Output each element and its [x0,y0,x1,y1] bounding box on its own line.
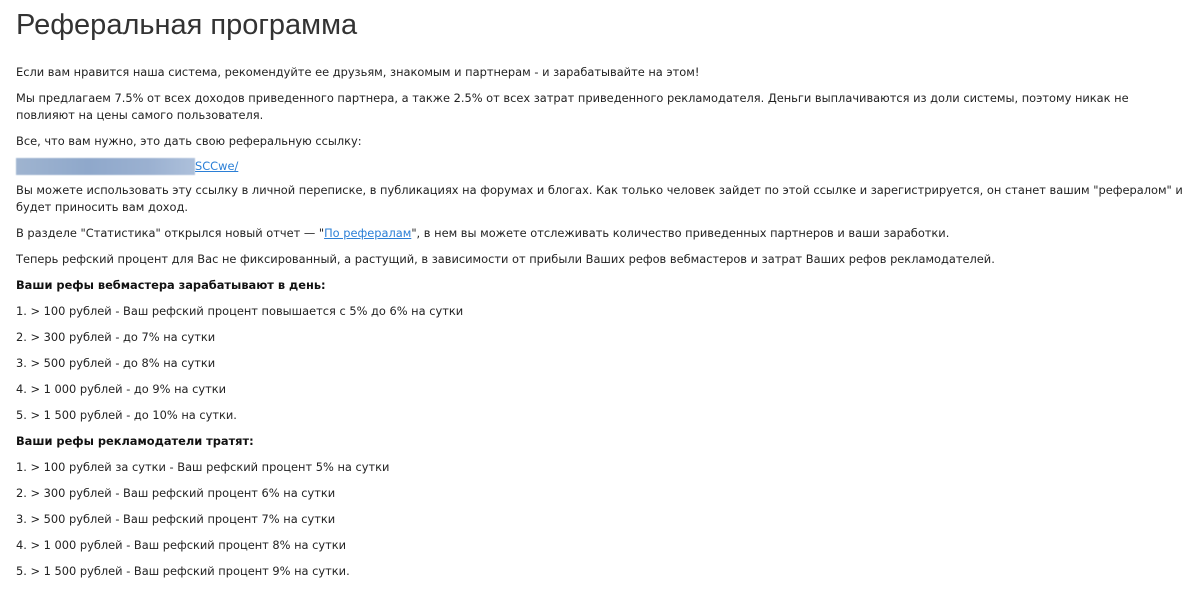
page-title: Реферальная программа [16,9,358,41]
usage-paragraph: Вы можете использовать эту ссылку в личной переписке, в публикациях на форумах и блогах. Как только человек зайдет по этой ссылке и зарегистрируется, он станет вашим "рефералом" и будет приносить вам доход. [16,183,1183,214]
list-item: 2. > 300 рублей - до 7% на сутки [16,330,216,344]
referral-link[interactable]: SCCwe/ [195,158,239,173]
list-item: 2. > 300 рублей - Ваш рефский процент 6% на сутки [16,486,336,500]
list-item: 5. > 1 500 рублей - Ваш рефский процент 9% на сутки. [16,564,350,578]
offer-paragraph: Мы предлагаем 7.5% от всех доходов приведенного партнера, а также 2.5% от всех затрат приведенного рекламодателя. Деньги выплачиваются из доли системы, поэтому никак не повлияют на цены самого пользователя. [16,91,1129,122]
link-prompt: Все, что вам нужно, это дать свою реферальную ссылку: [16,134,362,148]
list-item: 3. > 500 рублей - до 8% на сутки [16,356,216,370]
list-item: 1. > 100 рублей за сутки - Ваш рефский процент 5% на сутки [16,460,390,474]
growth-paragraph: Теперь рефский процент для Вас не фиксированный, а растущий, в зависимости от прибыли Ваших рефов вебмастеров и затрат Ваших рефов рекламодателей. [16,252,995,266]
intro-paragraph: Если вам нравится наша система, рекомендуйте ее друзьям, знакомым и партнерам - и зарабатывайте на этом! [16,65,700,79]
stats-text-after: ", в нем вы можете отслеживать количество приведенных партнеров и ваши заработки. [411,226,950,240]
webmasters-heading: Ваши рефы вебмастера зарабатывают в день: [16,278,326,292]
referral-link-row [16,157,1188,175]
referral-link-redacted [16,158,195,175]
webmasters-list [16,303,1188,424]
list-item: 1. > 100 рублей - Ваш рефский процент повышается с 5% до 6% на сутки [16,304,464,318]
referrals-report-link[interactable]: По рефералам [324,226,412,240]
advertisers-heading: Ваши рефы рекламодатели тратят: [16,434,254,448]
stats-text-before: В разделе "Статистика" открылся новый отчет — " [16,226,325,240]
list-item: 3. > 500 рублей - Ваш рефский процент 7% на сутки [16,512,336,526]
advertisers-list [16,459,1188,580]
referral-content [16,64,1188,580]
list-item: 5. > 1 500 рублей - до 10% на сутки. [16,408,237,422]
referral-page [16,0,1188,589]
list-item: 4. > 1 000 рублей - Ваш рефский процент 8% на сутки [16,538,347,552]
list-item: 4. > 1 000 рублей - до 9% на сутки [16,382,227,396]
stats-paragraph [16,225,1188,242]
